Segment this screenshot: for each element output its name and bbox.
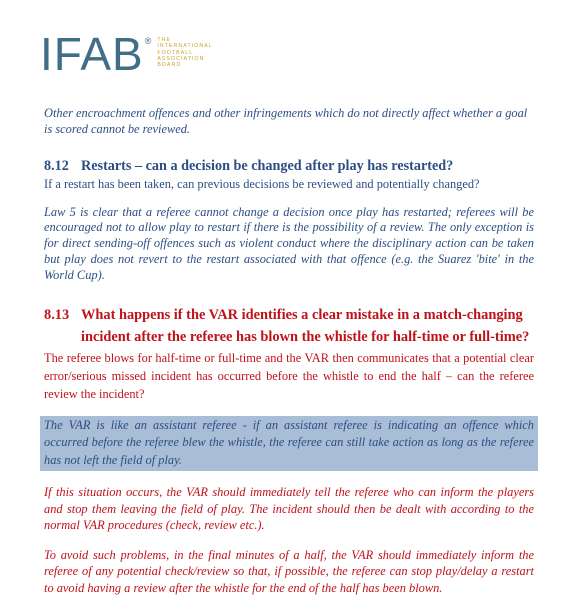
section-8-13-answer-2: If this situation occurs, the VAR should immediately tell the referee who can inform the players and stop them leaving the field of play. The incident should then be dealt with according to the normal VAR procedures (check, review etc.).	[44, 485, 534, 533]
highlighted-answer: The VAR is like an assistant referee - if an assistant referee is indicating an offence which occurred before the referee blew the whistle, the referee can still take action as long as the referee has not left the field of play.	[40, 416, 538, 472]
tagline-line: ASSOCIATION	[157, 55, 205, 62]
registered-mark: ®	[144, 36, 152, 46]
tagline-line: INTERNATIONAL	[157, 43, 213, 50]
document-body	[44, 106, 534, 596]
section-8-12-question: If a restart has been taken, can previous decisions be reviewed and potentially changed?	[44, 176, 480, 191]
section-8-13-heading	[44, 304, 534, 348]
intro-note: Other encroachment offences and other infringements which do not directly affect whether a goal is scored cannot be reviewed.	[44, 106, 528, 136]
section-number: 8.13	[44, 306, 70, 323]
section-title: Restarts – can a decision be changed after play has restarted?	[81, 157, 454, 174]
logo-tagline	[157, 37, 219, 68]
section-title: What happens if the VAR identifies a clear mistake in a match-changing incident after the referee has blown the whistle for half-time or full-time?	[81, 306, 530, 345]
section-8-13-question: The referee blows for half-time or full-time and the VAR then communicates that a potential clear error/serious missed incident has occurred before the whistle to end the half – can the referee review the incident?	[44, 350, 534, 401]
section-8-12-heading	[44, 158, 534, 175]
tagline-line: BOARD	[157, 62, 182, 69]
section-8-13-answer-3: To avoid such problems, in the final minutes of a half, the VAR should immediately inform the referee of any potential check/review so that, if possible, the referee can stop play/delay a restart to avoid having a review after the whistle for the end of the half has been blown.	[44, 547, 534, 595]
logo-mark: IFAB	[40, 28, 144, 80]
section-number: 8.12	[44, 157, 69, 174]
tagline-line: THE	[157, 37, 172, 43]
tagline-line: FOOTBALL	[157, 49, 194, 56]
section-8-12-answer: Law 5 is clear that a referee cannot change a decision once play has restarted; referees will be encouraged not to allow play to restart if there is the possibility of a review. The only exception is for direct sending-off offences such as violent conduct where the disciplinary action can be taken but play does not revert to the restart associated with that offence (e.g. the Suarez 'bite' in the World Cup).	[44, 204, 534, 282]
ifab-logo	[40, 28, 219, 80]
